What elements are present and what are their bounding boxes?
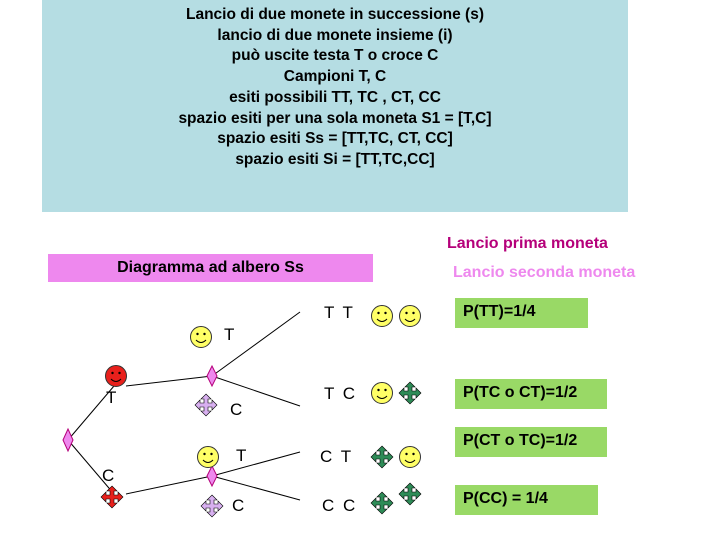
second-toss-T-label: T (236, 446, 249, 465)
info-line: spazio esiti per una sola moneta S1 = [T,C] (178, 109, 492, 127)
diamond-node-icon (63, 429, 73, 451)
smiley-face-icon (191, 327, 212, 348)
second-toss-C-label: C (230, 400, 245, 419)
first-toss-T-label: T (106, 388, 119, 407)
smiley-face-icon (400, 306, 421, 327)
four-arrow-cross-icon (201, 495, 223, 517)
four-arrow-cross-icon (101, 486, 123, 508)
outcome-CC: C C (322, 496, 358, 515)
four-arrow-cross-icon (371, 492, 393, 514)
second-toss-T-label: T (224, 325, 237, 344)
probability-CT-or-TC: P(CT o TC)=1/2 (455, 427, 607, 457)
probability-TT: P(TT)=1/4 (455, 298, 588, 328)
smiley-face-icon (198, 447, 219, 468)
info-line: esiti possibili TT, TC , CT, CC (229, 88, 441, 106)
diamond-node-icon (207, 466, 217, 486)
second-toss-C-label: C (232, 496, 247, 515)
first-toss-C-label: C (102, 466, 117, 485)
smiley-face-icon (400, 447, 421, 468)
info-line: spazio esiti Ss = [TT,TC, CT, CC] (217, 130, 453, 148)
outcome-TT: T T (324, 303, 355, 322)
info-line: può uscite testa T o croce C (231, 47, 439, 65)
four-arrow-cross-icon (195, 394, 217, 416)
tree-title: Diagramma ad albero Ss (48, 254, 373, 282)
info-line: Campioni T, C (283, 68, 387, 86)
info-line: Lancio di due monete in successione (s) (185, 6, 484, 23)
smiley-face-icon (372, 306, 393, 327)
diamond-node-icon (207, 366, 217, 386)
outcome-CT: C T (320, 447, 354, 466)
info-line: spazio esiti Si = [TT,TC,CC] (235, 150, 435, 168)
probability-TC-or-CT: P(TC o CT)=1/2 (455, 379, 607, 409)
legend-first-toss: Lancio prima moneta (447, 235, 608, 252)
smiley-face-icon (372, 383, 393, 404)
four-arrow-cross-icon (371, 446, 393, 468)
smiley-face-icon (106, 366, 127, 387)
legend-second-toss: Lancio seconda moneta (453, 264, 636, 281)
four-arrow-cross-icon (399, 382, 421, 404)
outcome-TC: T C (324, 384, 358, 403)
probability-CC: P(CC) = 1/4 (455, 485, 598, 515)
four-arrow-cross-icon (399, 483, 421, 505)
info-line: lancio di due monete insieme (i) (217, 26, 453, 44)
